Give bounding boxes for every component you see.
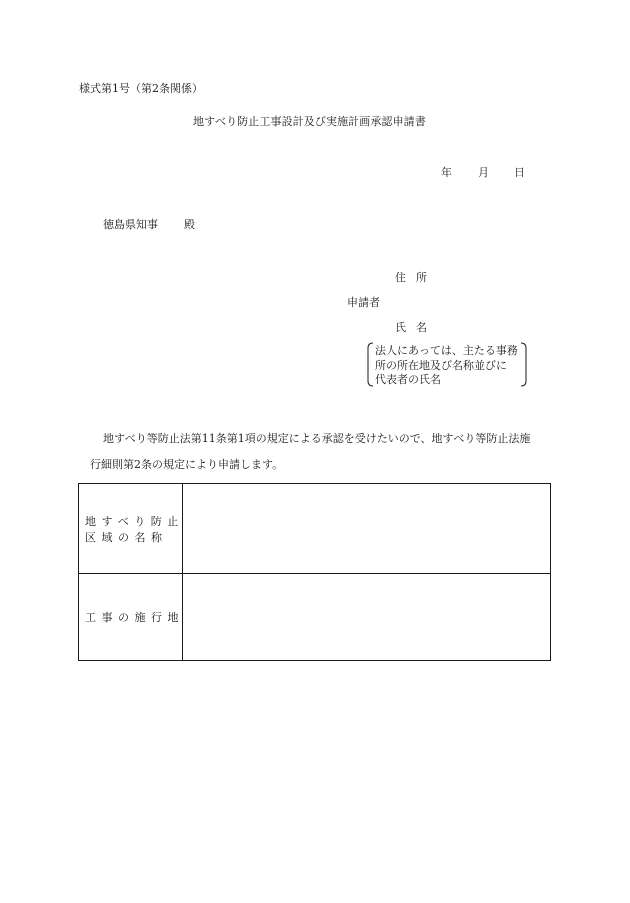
row-label-line: 工事の施行地: [85, 611, 184, 624]
note-line: 代表者の氏名: [375, 373, 441, 386]
corporate-note: [366, 342, 528, 387]
form-label: 様式第1号（第2条関係）: [79, 82, 203, 95]
date-month-label: 月: [478, 166, 489, 179]
body-text-line: 地すべり等防止法第11条第1項の規定による承認を受けたいので、地すべり等防止法施: [103, 432, 531, 445]
document-title: 地すべり防止工事設計及び実施計画承認申請書: [193, 115, 426, 128]
application-table: [78, 483, 551, 661]
date-year-label: 年: [441, 166, 452, 179]
note-line: 所の所在地及び名称並びに: [375, 358, 507, 372]
area-name-field[interactable]: [183, 484, 550, 573]
table-row: [79, 573, 550, 660]
date-day-label: 日: [514, 166, 525, 179]
address-label: 住所: [395, 271, 437, 284]
note-line: 法人にあっては、主たる事務: [375, 344, 518, 357]
body-text-line: 行細則第2条の規定により申請します。: [90, 458, 284, 471]
table-row: [79, 484, 550, 574]
addressee-name: 徳島県知事: [103, 218, 158, 231]
row-label-cell: [79, 484, 183, 573]
row-label-line: 区域の名称: [85, 531, 168, 544]
row-label-cell: [79, 573, 183, 660]
applicant-label: 申請者: [347, 296, 380, 309]
construction-site-field[interactable]: [183, 573, 550, 660]
addressee-honorific: 殿: [184, 218, 195, 231]
row-label-line: 地すべり防止: [85, 515, 184, 528]
name-label: 氏名: [395, 321, 437, 334]
